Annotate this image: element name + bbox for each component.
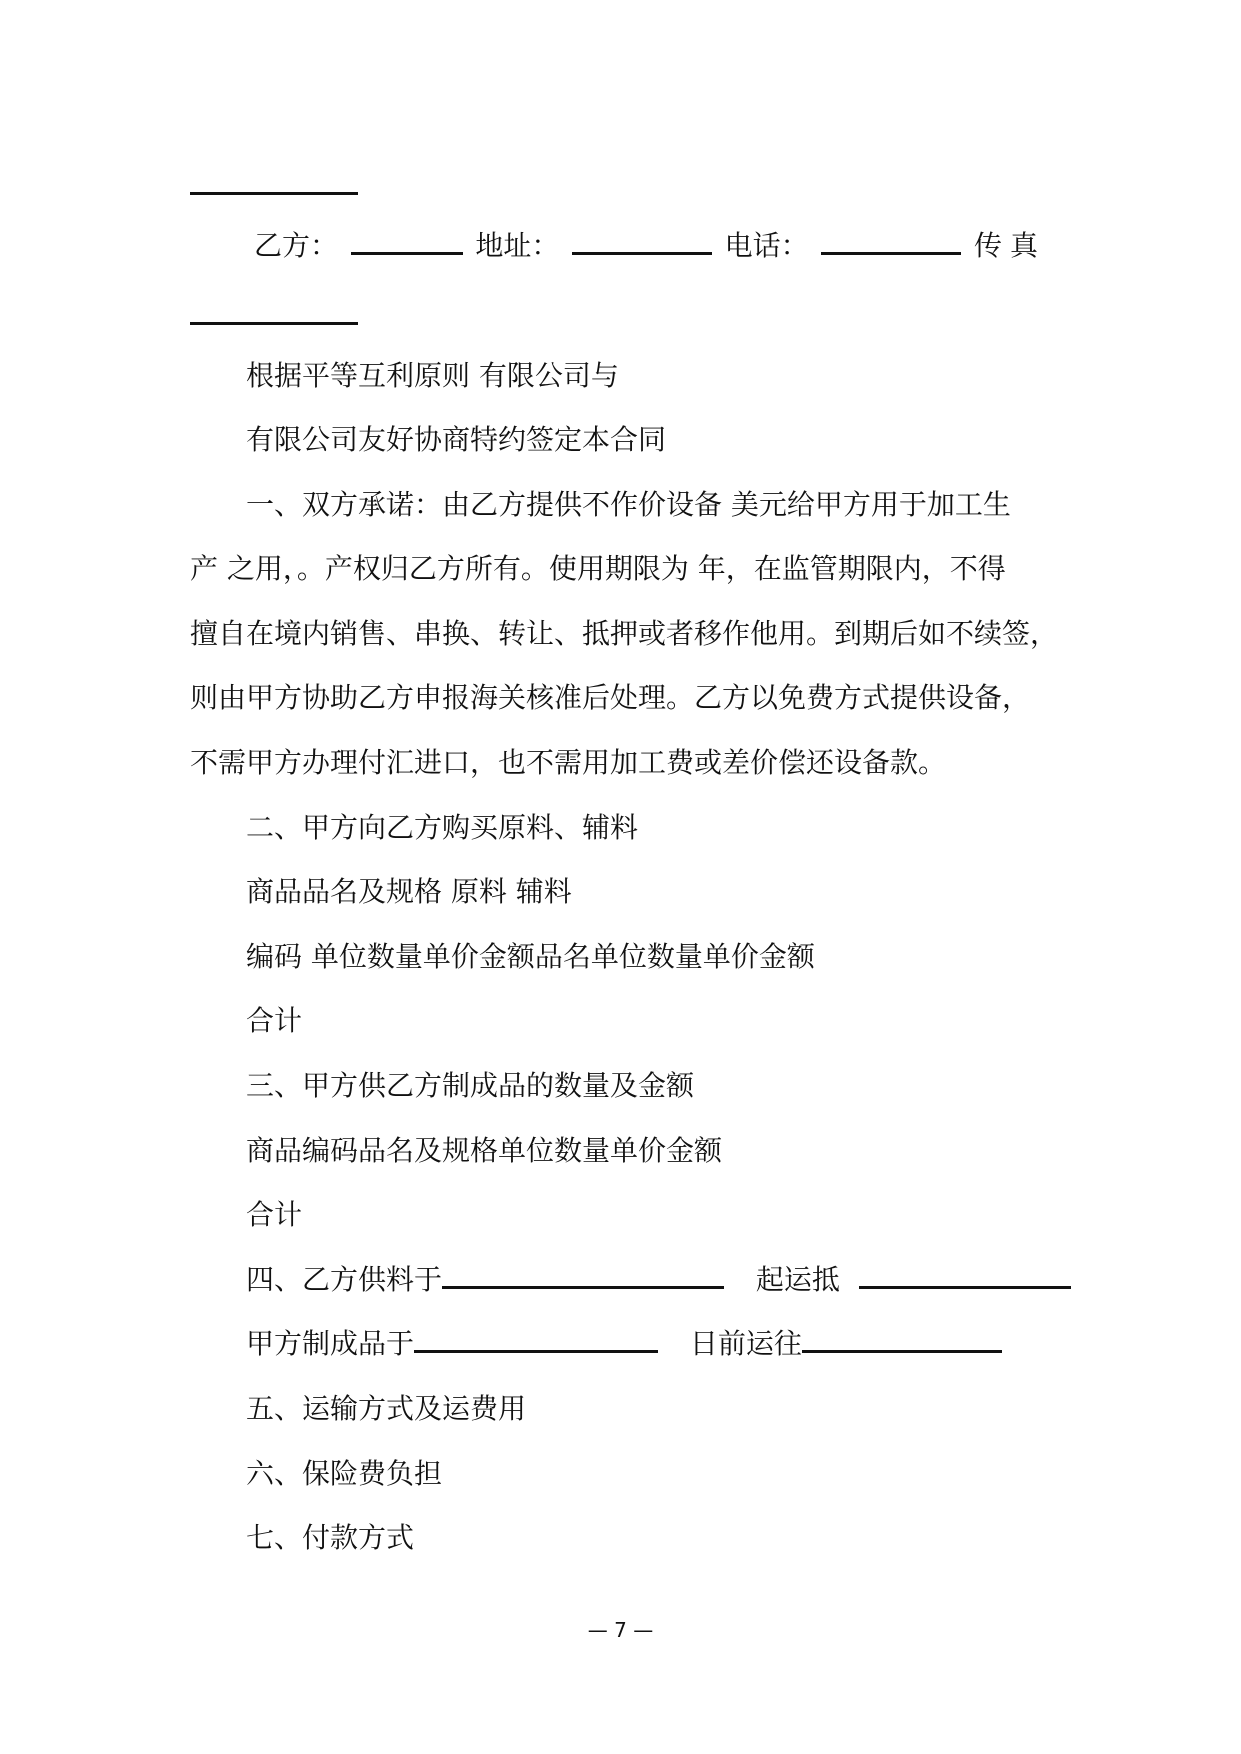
destination-blank	[802, 1326, 1002, 1353]
party-b-label: 乙方：	[254, 229, 339, 262]
supply-label: 四、乙方供料于	[246, 1263, 443, 1296]
clause3-total: 合计	[246, 1198, 303, 1231]
ship-destination-blank	[859, 1262, 1071, 1289]
fax-blank-underline	[190, 322, 358, 325]
party-b-line	[190, 228, 1046, 264]
address-blank	[572, 228, 712, 255]
page-number: — 7 —	[587, 1618, 654, 1642]
phone-blank	[821, 228, 961, 255]
clause1-line-5: 不需甲方办理付汇进口，也不需用加工费或差价偿还设备款。	[190, 746, 947, 779]
ship-to-label: 起运抵	[755, 1263, 840, 1296]
clause3-title: 三、甲方供乙方制成品的数量及金额	[246, 1069, 695, 1102]
clause2-table-header-2: 编码 单位数量单价金额品名单位数量单价金额	[246, 940, 815, 973]
clause6-title: 六、保险费负担	[246, 1457, 443, 1490]
clause3-table-header: 商品编码品名及规格单位数量单价金额	[246, 1134, 723, 1167]
supply-date-blank	[442, 1262, 724, 1289]
intro-line-2: 有限公司友好协商特约签定本合同	[246, 423, 667, 456]
clause2-title: 二、甲方向乙方购买原料、辅料	[246, 811, 639, 844]
before-date-label: 日前运往	[689, 1327, 802, 1360]
product-date-blank	[414, 1326, 658, 1353]
clause1-line-2: 产 之用，。产权归乙方所有。使用期限为 年，在监管期限内，不得	[190, 552, 1006, 585]
product-label: 甲方制成品于	[246, 1327, 415, 1360]
blank-underline-top	[190, 192, 358, 195]
clause5-title: 五、运输方式及运费用	[246, 1392, 527, 1425]
clause2-table-header-1: 商品品名及规格 原料 辅料	[246, 875, 572, 908]
clause1-line-3: 擅自在境内销售、串换、转让、抵押或者移作他用。到期后如不续签，	[190, 617, 1059, 650]
address-label: 地址：	[475, 229, 560, 262]
clause1-line-1: 一、双方承诺：由乙方提供不作价设备 美元给甲方用于加工生	[246, 488, 1011, 521]
intro-line-1: 根据平等互利原则 有限公司与	[246, 359, 619, 392]
fax-label: 传真	[973, 229, 1046, 262]
clause4-product-line	[246, 1326, 1002, 1362]
clause1-line-4: 则由甲方协助乙方申报海关核准后处理。乙方以免费方式提供设备，	[190, 681, 1031, 714]
clause4-supply-line	[246, 1262, 1071, 1298]
phone-label: 电话：	[724, 229, 809, 262]
clause7-title: 七、付款方式	[246, 1521, 415, 1554]
clause2-total: 合计	[246, 1004, 303, 1037]
party-b-name-blank	[351, 228, 463, 255]
